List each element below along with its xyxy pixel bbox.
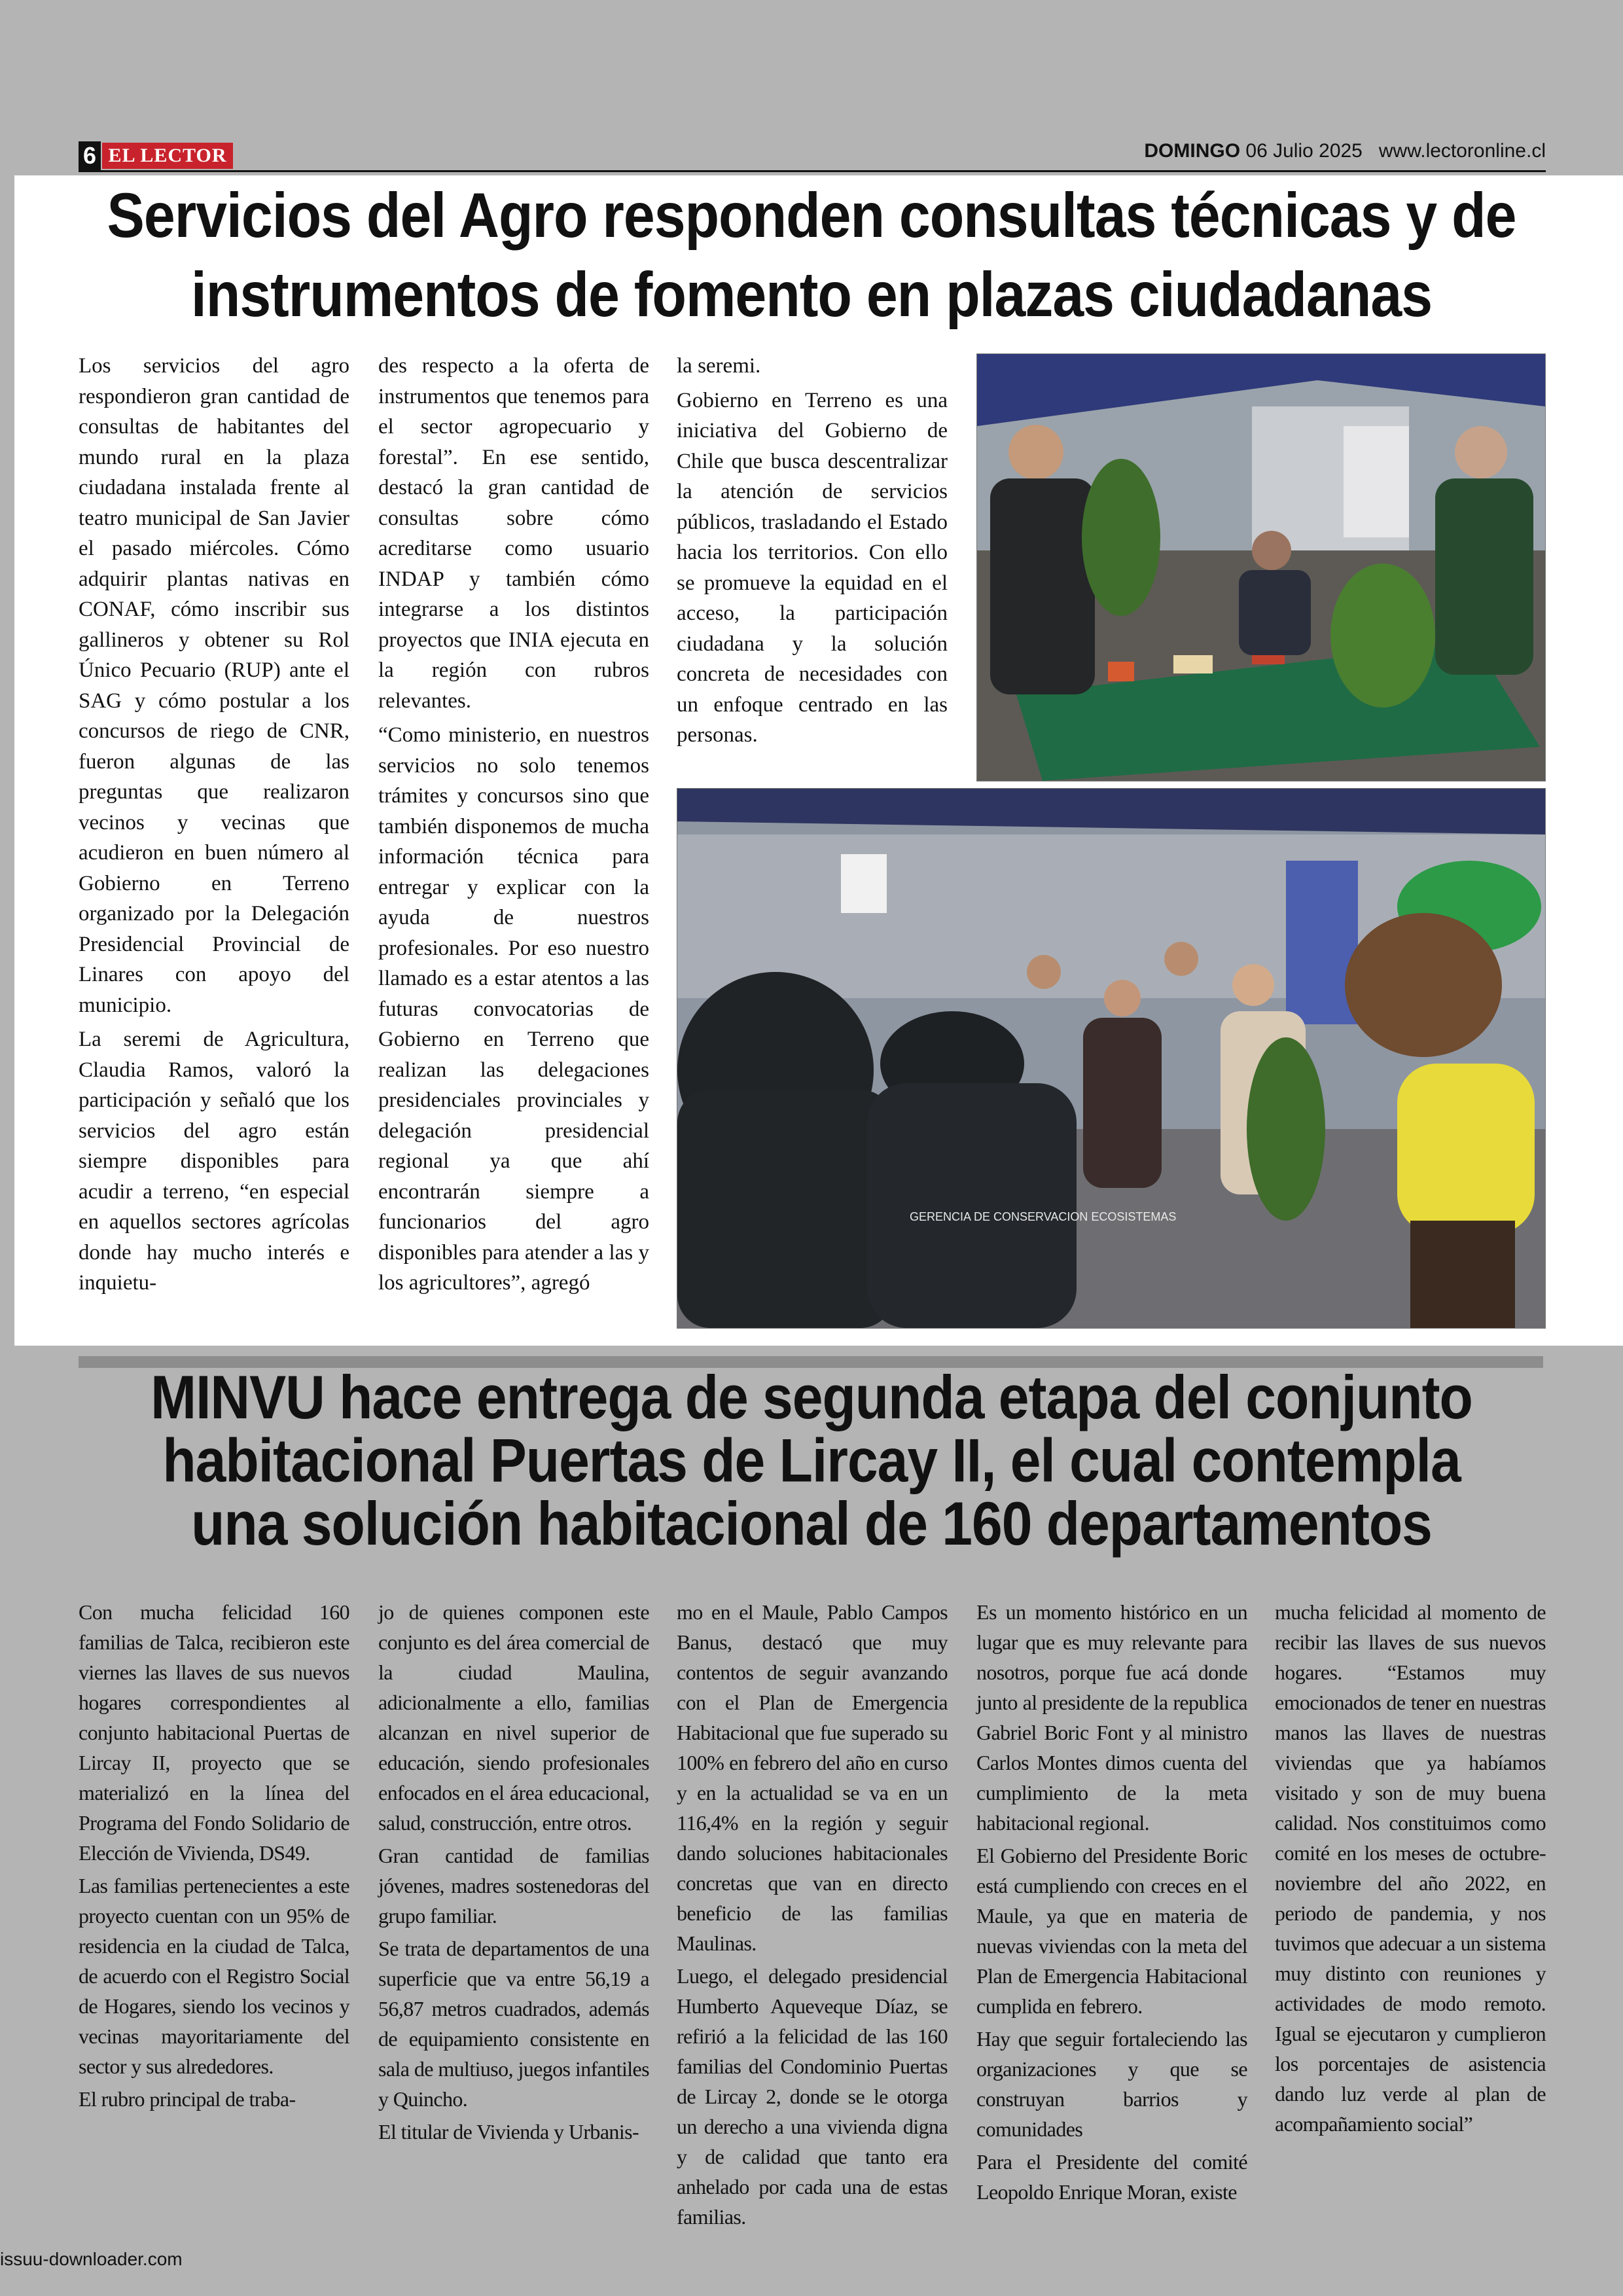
article2-paragraph: Se trata de departamentos de una superficie que va entre 56,19 a 56,87 metros cuadrados, además de equipamiento consistente en sala de multiuso, juegos infantiles y Quincho.: [378, 1937, 649, 2111]
article1-paragraph: Los servicios del agro respondieron gran cantidad de consultas de habitantes del mundo rural en la plaza ciudadana instalada frente al teatro municipal de San Javier el pasado miércoles. Cómo adquirir plantas nativas en CONAF, cómo inscribir sus gallineros y obtener su Rol Único Pecuario (RUP) ante el SAG y cómo postular a los concursos de riego de CNR, fueron algunas de las preguntas que realizaron vecinos y vecinas que acudieron en buen número al Gobierno en Terreno organizado por la Delegación Presidencial Provincial de Linares con apoyo del municipio.: [79, 354, 349, 1017]
photo-crowd-illustration: [677, 789, 1545, 1328]
article2-headline-line1: MINVU hace entrega de segunda etapa del conjunto: [151, 1363, 1472, 1432]
header-day: DOMINGO: [1144, 140, 1241, 162]
article1-paragraph: La seremi de Agricultura, Claudia Ramos, valoró la participación y señaló que los servicios del agro están siempre disponibles para acudir a terreno, “en especial en aquellos sectores agrícolas donde hay mucho interés e inquietu-: [79, 1028, 349, 1295]
article2-paragraph: Hay que seguir fortaleciendo las organizaciones y que se construyan barrios y comunidades: [976, 2027, 1247, 2141]
article1-photo-crowd: [677, 788, 1546, 1329]
article1-paragraph: des respecto a la oferta de instrumentos que tenemos para el sector agropecuario y forestal”. En ese sentido, destacó la gran cantidad de consultas sobre cómo acreditarse como usuario INDAP y también cómo integrarse a los distintos proyectos que INIA ejecuta en la región con rubros relevantes.: [378, 354, 649, 713]
newspaper-logo: EL LECTOR: [102, 143, 233, 169]
article2-paragraph: Gran cantidad de familias jóvenes, madres sostenedoras del grupo familiar.: [378, 1844, 649, 1928]
article2-paragraph: Para el Presidente del comité Leopoldo Enrique Moran, existe: [976, 2150, 1247, 2204]
article2-paragraph: El Gobierno del Presidente Boric está cumpliendo con creces en el Maule, ya que en materia de nuevas viviendas con la meta del Plan de Emergencia Habitacional cumplida en febrero.: [976, 1844, 1247, 2018]
photo2-jacket-text: GERENCIA DE CONSERVACION ECOSISTEMAS: [910, 1210, 1177, 1223]
article2-column-5: [1275, 1597, 1546, 2142]
article1-paragraph: Gobierno en Terreno es una iniciativa del Gobierno de Chile que busca descentralizar la atención de servicios públicos, trasladando el Estado hacia los territorios. Con ello se promueve la equidad en el acceso, la participación ciudadana y la solución concreta de necesidades con un enfoque centrado en las personas.: [677, 388, 948, 747]
article2-paragraph: Las familias pertenecientes a este proyecto cuentan con un 95% de residencia en la ciudad de Talca, de acuerdo con el Registro Social de Hogares, siendo los vecinos y vecinas mayoritariamente del sector y sus alrededores.: [79, 1874, 349, 2078]
article1-paragraph: “Como ministerio, en nuestros servicios no solo tenemos trámites y concursos sino que también disponemos de mucha información técnica para entregar y explicar con la ayuda de nuestros profesionales. Por eso nuestro llamado es a estar atentos a las futuras convocatorias de Gobierno en Terreno que realizan las delegaciones presidenciales provinciales y delegación presidencial regional ya que ahí encontrarán siempre a funcionarios del agro disponibles para atender a las y los agricultores”, agregó: [378, 723, 649, 1295]
article1-column-2: [378, 351, 649, 1302]
article2-column-2: [378, 1597, 649, 2149]
article2-column-3: [677, 1597, 948, 2234]
article2-column-1: [79, 1597, 349, 2117]
article2-paragraph: jo de quienes componen este conjunto es del área comercial de la ciudad Maulina, adicionalmente a ello, familias alcanzan en nivel superior de educación, siendo profesionales enfocados en el área educacional, salud, construcción, entre otros.: [378, 1600, 649, 1835]
header-website[interactable]: www.lectoronline.cl: [1378, 140, 1546, 162]
article2-paragraph: Es un momento histórico en un lugar que es muy relevante para nosotros, porque fue acá donde junto al presidente de la republica Gabriel Boric Font y al ministro Carlos Montes dimos cuenta del cumplimiento de la meta habitacional regional.: [976, 1600, 1247, 1835]
article2-headline-line3: una solución habitacional de 160 departamentos: [191, 1488, 1432, 1558]
footer-watermark: issuu-downloader.com: [0, 2249, 183, 2269]
article1-column-3: [677, 351, 948, 755]
article2-paragraph: mo en el Maule, Pablo Campos Banus, destacó que muy contentos de seguir avanzando con el Plan de Emergencia Habitacional que fue superado su 100% en febrero del año en curso y en la actualidad se va en un 116,4% en la región y seguir dando soluciones habitacionales concretas que van en directo beneficio de las familias Maulinas.: [677, 1600, 948, 1955]
page-number: 6: [79, 141, 101, 170]
article1-photo-stand: [976, 353, 1546, 781]
article2-column-4: [976, 1597, 1247, 2210]
header-dateline: [1144, 140, 1546, 162]
article2-paragraph: Con mucha felicidad 160 familias de Talca, recibieron este viernes las llaves de sus nuevos hogares correspondientes al conjunto habitacional Puertas de Lircay II, proyecto que se materializó en la línea del Programa del Fondo Solidario de Elección de Vivienda, DS49.: [79, 1600, 349, 1865]
article2-headline: [39, 1363, 1584, 1558]
article1-column-1: [79, 351, 349, 1302]
article2-paragraph: El titular de Vivienda y Urbanis-: [378, 2120, 639, 2144]
article2-paragraph: mucha felicidad al momento de recibir las llaves de sus nuevos hogares. “Estamos muy emocionados de tener en nuestras manos las llaves de nuestras viviendas que ya habíamos visitado y son de muy buena calidad. Nos constituimos como comité en los meses de octubre-noviembre del año 2022, en periodo de pandemia, y nos tuvimos que adecuar a un sistema muy distinto con reuniones y actividades de modo remoto. Igual se ejecutaron y cumplieron los porcentajes de asistencia dando luz verde al plan de acompañamiento social”: [1275, 1600, 1546, 2136]
photo-stand-illustration: [977, 354, 1545, 781]
article1-paragraph: la seremi.: [677, 354, 761, 378]
article2-paragraph: El rubro principal de traba-: [79, 2087, 296, 2111]
article1-headline: [26, 176, 1597, 334]
article2-headline-line2: habitacional Puertas de Lircay II, el cual contempla: [162, 1426, 1461, 1495]
article1-headline-line1: Servicios del Agro responden consultas técnicas y de: [107, 180, 1516, 251]
header-date: 06 Julio 2025: [1245, 140, 1363, 162]
header-rule: [79, 170, 1546, 172]
article2-paragraph: Luego, el delegado presidencial Humberto Aqueveque Díaz, se refirió a la felicidad de las 160 familias del Condominio Puertas de Lircay 2, donde se le otorga un derecho a una vivienda digna y de calidad que tanto era anhelado por cada una de estas familias.: [677, 1964, 948, 2229]
article1-headline-line2: instrumentos de fomento en plazas ciudadanas: [190, 259, 1433, 331]
